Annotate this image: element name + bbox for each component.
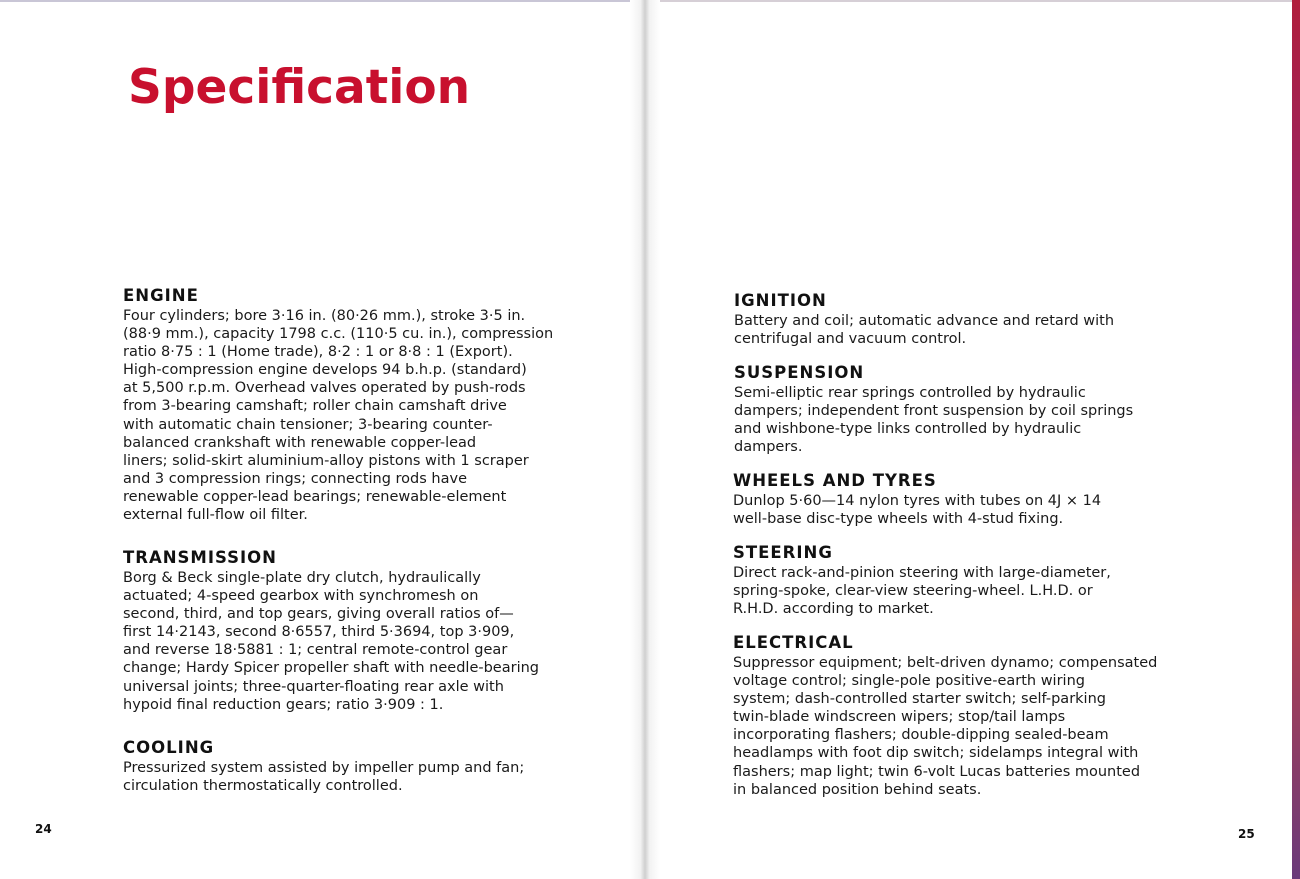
body-line: headlamps with foot dip switch; sidelamps integral with bbox=[733, 745, 1139, 762]
body-line: dampers. bbox=[734, 439, 803, 456]
body-line: in balanced position behind seats. bbox=[733, 781, 982, 798]
body-line: circulation thermostatically controlled. bbox=[123, 778, 403, 795]
body-line: voltage control; single-pole positive-earth wiring bbox=[733, 673, 1085, 690]
body-line: Pressurized system assisted by impeller pump and fan; bbox=[123, 760, 525, 776]
body-line: renewable copper-lead bearings; renewable-element bbox=[123, 488, 507, 505]
section-steering bbox=[733, 543, 1111, 618]
left-page bbox=[0, 0, 645, 879]
section-electrical bbox=[733, 633, 1157, 799]
body-line: and 3 compression rings; connecting rods have bbox=[123, 470, 467, 487]
body-line: actuated; 4-speed gearbox with synchromesh on bbox=[123, 588, 479, 605]
body-line: balanced crankshaft with renewable copper-lead bbox=[123, 434, 477, 451]
body-line: Dunlop 5·60—14 nylon tyres with tubes on 4J × 14 bbox=[733, 493, 1102, 509]
body-line: Battery and coil; automatic advance and retard with bbox=[734, 313, 1115, 329]
body-line: ratio 8·75 : 1 (Home trade), 8·2 : 1 or 8·8 : 1 (Export). bbox=[123, 344, 513, 361]
body-line: at 5,500 r.p.m. Overhead valves operated by push-rods bbox=[123, 380, 526, 397]
body-line: and reverse 18·5881 : 1; central remote-control gear bbox=[123, 642, 508, 659]
body-line: system; dash-controlled starter switch; self-parking bbox=[733, 691, 1106, 708]
section-heading: COOLING bbox=[123, 738, 215, 757]
body-line: Four cylinders; bore 3·16 in. (80·26 mm.), stroke 3·5 in. bbox=[123, 308, 526, 324]
section-heading: SUSPENSION bbox=[734, 363, 865, 382]
body-line: Borg & Beck single-plate dry clutch, hydraulically bbox=[123, 570, 481, 586]
section-suspension bbox=[734, 363, 1133, 456]
body-line: centrifugal and vacuum control. bbox=[734, 331, 967, 348]
section-wheels-and-tyres bbox=[733, 471, 1101, 528]
section-heading: ELECTRICAL bbox=[733, 633, 854, 652]
section-engine bbox=[123, 286, 553, 524]
body-line: flashers; map light; twin 6-volt Lucas batteries mounted bbox=[733, 763, 1141, 780]
page-number: 25 bbox=[1238, 827, 1255, 841]
body-line: Suppressor equipment; belt-driven dynamo; compensated bbox=[733, 655, 1158, 671]
page-edge bbox=[1292, 0, 1300, 879]
section-transmission bbox=[123, 548, 539, 714]
section-heading: WHEELS AND TYRES bbox=[733, 471, 937, 490]
section-heading: TRANSMISSION bbox=[123, 548, 277, 567]
body-line: Direct rack-and-pinion steering with large-diameter, bbox=[733, 565, 1111, 581]
body-line: spring-spoke, clear-view steering-wheel. L.H.D. or bbox=[733, 583, 1093, 600]
page-number: 24 bbox=[35, 822, 52, 836]
body-line: incorporating flashers; double-dipping sealed-beam bbox=[733, 727, 1109, 744]
section-heading: ENGINE bbox=[123, 286, 199, 305]
body-line: from 3-bearing camshaft; roller chain camshaft drive bbox=[123, 398, 507, 415]
body-line: dampers; independent front suspension by coil springs bbox=[734, 403, 1134, 420]
body-line: external full-flow oil filter. bbox=[123, 507, 308, 524]
body-line: with automatic chain tensioner; 3-bearing counter- bbox=[123, 416, 493, 433]
body-line: well-base disc-type wheels with 4-stud fixing. bbox=[733, 511, 1064, 528]
body-line: change; Hardy Spicer propeller shaft with needle-bearing bbox=[123, 660, 539, 677]
book-gutter bbox=[630, 0, 660, 879]
page-title: Specification bbox=[128, 60, 471, 115]
body-line: liners; solid-skirt aluminium-alloy pistons with 1 scraper bbox=[123, 452, 529, 469]
body-line: High-compression engine develops 94 b.h.p. (standard) bbox=[123, 362, 527, 379]
body-line: universal joints; three-quarter-floating rear axle with bbox=[123, 678, 504, 695]
body-line: and wishbone-type links controlled by hydraulic bbox=[734, 421, 1082, 438]
body-line: Semi-elliptic rear springs controlled by hydraulic bbox=[734, 385, 1086, 401]
right-page bbox=[645, 0, 1292, 879]
section-cooling bbox=[123, 738, 524, 795]
body-line: hypoid final reduction gears; ratio 3·909 : 1. bbox=[123, 696, 444, 713]
section-heading: STEERING bbox=[733, 543, 833, 562]
body-line: (88·9 mm.), capacity 1798 c.c. (110·5 cu. in.), compression bbox=[123, 326, 554, 343]
section-heading: IGNITION bbox=[734, 291, 827, 310]
section-ignition bbox=[734, 291, 1114, 348]
body-line: twin-blade windscreen wipers; stop/tail lamps bbox=[733, 709, 1066, 726]
body-line: second, third, and top gears, giving overall ratios of— bbox=[123, 606, 514, 623]
body-line: first 14·2143, second 8·6557, third 5·3694, top 3·909, bbox=[123, 624, 515, 641]
body-line: R.H.D. according to market. bbox=[733, 601, 934, 618]
